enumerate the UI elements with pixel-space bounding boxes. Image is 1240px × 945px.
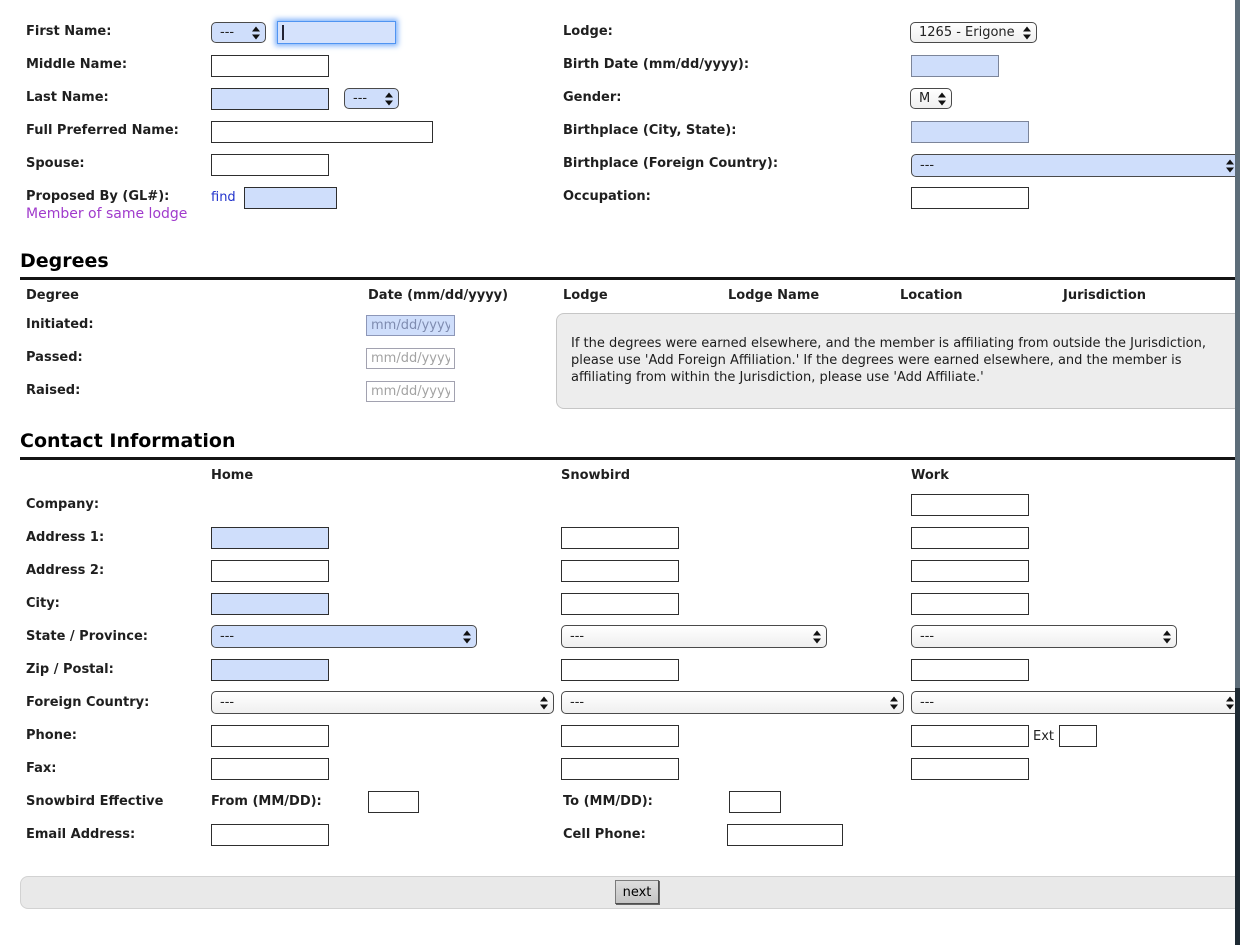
email-address-label: Email Address: (26, 827, 136, 842)
fax-label: Fax: (26, 761, 57, 776)
degrees-col-degree: Degree (26, 288, 79, 303)
snowbird-state-value: --- (570, 629, 585, 644)
gender-label: Gender: (563, 90, 622, 105)
select-arrows-icon (1022, 26, 1031, 39)
select-arrows-icon (462, 630, 471, 643)
gender-select[interactable] (910, 88, 952, 109)
gender-select-value: M (919, 91, 931, 106)
last-name-label: Last Name: (26, 90, 109, 105)
degrees-affiliation-note: If the degrees were earned elsewhere, and the member is affiliating from outside the Jurisdiction, please use 'Add Foreign Affiliation.' If the degrees were earned elsewhere, and the member is affiliating from within the Jurisdiction, please use 'Add Affiliate.' (556, 313, 1240, 409)
work-fax-input[interactable] (911, 758, 1029, 780)
snowbird-zip-input[interactable] (561, 659, 679, 681)
ext-label: Ext (1033, 729, 1055, 744)
first-name-label: First Name: (26, 24, 112, 39)
work-state-value: --- (920, 629, 935, 644)
select-arrows-icon (889, 696, 898, 709)
select-arrows-icon (1225, 159, 1234, 172)
initiated-label: Initiated: (26, 317, 94, 332)
passed-date-input[interactable] (366, 348, 455, 369)
birthplace-city-state-label: Birthplace (City, State): (563, 123, 737, 138)
select-arrows-icon (1225, 696, 1234, 709)
work-address1-input[interactable] (911, 527, 1029, 549)
zip-postal-label: Zip / Postal: (26, 662, 114, 677)
full-preferred-name-input[interactable] (211, 121, 433, 143)
middle-name-input[interactable] (211, 55, 329, 77)
contact-heading: Contact Information (20, 431, 1240, 460)
snowbird-to-input[interactable] (729, 791, 781, 813)
raised-label: Raised: (26, 383, 81, 398)
snowbird-phone-input[interactable] (561, 725, 679, 747)
right-edge-strip (1235, 688, 1240, 945)
birthplace-foreign-country-label: Birthplace (Foreign Country): (563, 156, 779, 171)
home-phone-input[interactable] (211, 725, 329, 747)
company-label: Company: (26, 497, 100, 512)
home-state-select[interactable] (211, 625, 477, 648)
lodge-select[interactable] (910, 22, 1037, 43)
home-zip-input[interactable] (211, 659, 329, 681)
birthplace-foreign-country-value: --- (920, 158, 935, 173)
select-arrows-icon (539, 696, 548, 709)
snowbird-foreign-country-value: --- (570, 695, 585, 710)
find-link[interactable]: find (211, 190, 236, 205)
work-city-input[interactable] (911, 593, 1029, 615)
degrees-col-jurisdiction: Jurisdiction (1063, 288, 1147, 303)
work-zip-input[interactable] (911, 659, 1029, 681)
right-edge-strip (1235, 0, 1240, 688)
degrees-col-location: Location (900, 288, 963, 303)
degrees-col-lodge-name: Lodge Name (728, 288, 820, 303)
snowbird-address1-input[interactable] (561, 527, 679, 549)
work-foreign-country-value: --- (920, 695, 935, 710)
work-phone-ext-input[interactable] (1059, 725, 1097, 747)
lodge-label: Lodge: (563, 24, 613, 39)
snowbird-from-label: From (MM/DD): (211, 794, 322, 809)
contact-col-work: Work (911, 468, 949, 483)
home-foreign-country-select[interactable] (211, 691, 554, 714)
phone-label: Phone: (26, 728, 77, 743)
raised-date-input[interactable] (366, 381, 455, 402)
home-address1-input[interactable] (211, 527, 329, 549)
select-arrows-icon (937, 92, 946, 105)
occupation-label: Occupation: (563, 189, 651, 204)
snowbird-from-input[interactable] (368, 791, 419, 813)
last-name-suffix-value: --- (353, 91, 368, 106)
degrees-heading: Degrees (20, 251, 1240, 280)
snowbird-state-select[interactable] (561, 625, 827, 648)
degrees-col-lodge: Lodge (563, 288, 608, 303)
initiated-date-input[interactable] (366, 315, 455, 336)
work-address2-input[interactable] (911, 560, 1029, 582)
first-name-prefix-select[interactable] (211, 22, 266, 43)
first-name-input[interactable] (277, 21, 396, 44)
city-label: City: (26, 596, 60, 611)
spouse-label: Spouse: (26, 156, 85, 171)
proposed-by-label: Proposed By (GL#): (26, 189, 170, 204)
member-of-same-lodge-link[interactable]: Member of same lodge (26, 206, 188, 222)
home-state-value: --- (220, 629, 235, 644)
passed-label: Passed: (26, 350, 83, 365)
select-arrows-icon (1162, 630, 1171, 643)
spouse-input[interactable] (211, 154, 329, 176)
work-company-input[interactable] (911, 494, 1029, 516)
snowbird-address2-input[interactable] (561, 560, 679, 582)
select-arrows-icon (251, 26, 260, 39)
snowbird-fax-input[interactable] (561, 758, 679, 780)
home-foreign-country-value: --- (220, 695, 235, 710)
contact-col-snowbird: Snowbird (561, 468, 631, 483)
snowbird-to-label: To (MM/DD): (563, 794, 653, 809)
select-arrows-icon (384, 92, 393, 105)
address2-label: Address 2: (26, 563, 105, 578)
home-address2-input[interactable] (211, 560, 329, 582)
address1-label: Address 1: (26, 530, 105, 545)
state-province-label: State / Province: (26, 629, 148, 644)
next-button[interactable]: next (615, 880, 659, 904)
birth-date-input[interactable] (911, 55, 999, 77)
middle-name-label: Middle Name: (26, 57, 128, 72)
email-address-input[interactable] (211, 824, 329, 846)
birthplace-city-state-input[interactable] (911, 121, 1029, 143)
last-name-input[interactable] (211, 88, 329, 110)
work-foreign-country-select[interactable] (911, 691, 1240, 714)
select-arrows-icon (812, 630, 821, 643)
home-city-input[interactable] (211, 593, 329, 615)
snowbird-effective-label: Snowbird Effective (26, 794, 164, 809)
birth-date-label: Birth Date (mm/dd/yyyy): (563, 57, 750, 72)
home-fax-input[interactable] (211, 758, 329, 780)
first-name-prefix-value: --- (220, 25, 235, 40)
snowbird-foreign-country-select[interactable] (561, 691, 904, 714)
lodge-select-value: 1265 - Erigone (919, 25, 1015, 40)
contact-col-home: Home (211, 468, 254, 483)
degrees-col-date: Date (mm/dd/yyyy) (368, 288, 509, 303)
last-name-suffix-select[interactable] (344, 88, 399, 109)
birthplace-foreign-country-select[interactable] (911, 154, 1240, 177)
foreign-country-label: Foreign Country: (26, 695, 150, 710)
work-phone-input[interactable] (911, 725, 1029, 747)
snowbird-city-input[interactable] (561, 593, 679, 615)
full-preferred-name-label: Full Preferred Name: (26, 123, 179, 138)
cell-phone-label: Cell Phone: (563, 827, 646, 842)
cell-phone-input[interactable] (727, 824, 843, 846)
proposed-by-input[interactable] (244, 187, 337, 209)
text-cursor (282, 25, 284, 40)
work-state-select[interactable] (911, 625, 1177, 648)
occupation-input[interactable] (911, 187, 1029, 209)
